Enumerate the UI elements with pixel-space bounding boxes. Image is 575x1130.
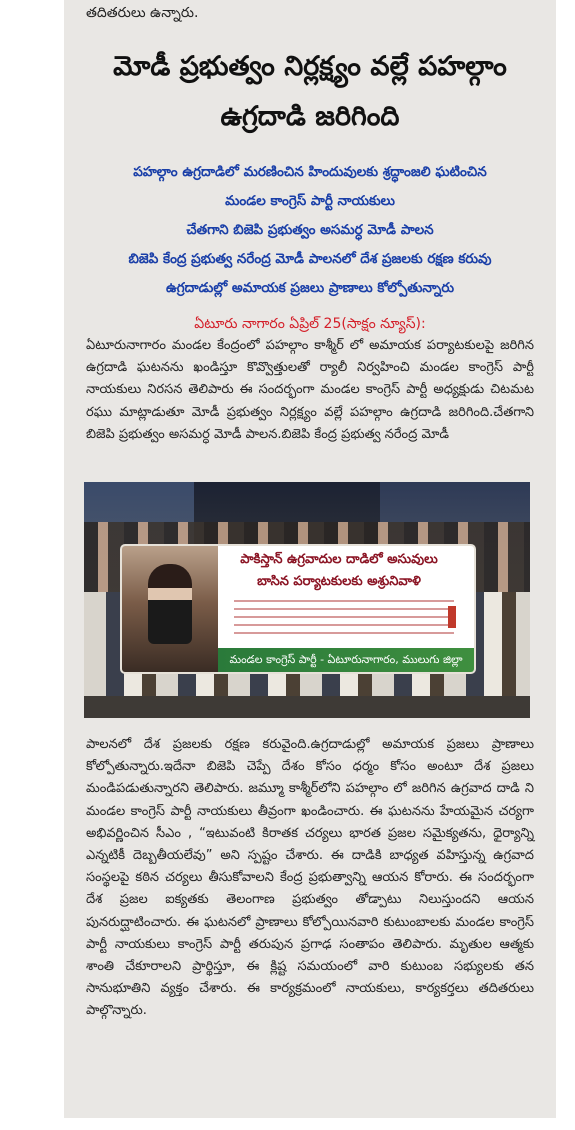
headline: [86, 42, 534, 142]
subheading: పహల్గాం ఉగ్రదాడిలో మరణించిన హిందువులకు శ్రద్ధాంజలి ఘటించిన: [133, 164, 487, 180]
previous-article-tail: తదితరులు ఉన్నారు.: [86, 5, 199, 21]
photo-road: [84, 696, 530, 718]
newspaper-clipping: [64, 0, 556, 1118]
banner-text-line-1: పాకిస్తాన్ ఉగ్రవాదుల దాడిలో అసువులు: [240, 552, 438, 568]
dateline: ఏటూరు నాగారం ఏప్రిల్ 25(సాక్షం న్యూస్):: [194, 316, 426, 332]
protest-banner: [122, 546, 474, 672]
subheading: చేతగాని బిజెపి ప్రభుత్వం అసమర్ధ మోడీ పాలన: [186, 222, 434, 238]
candle-icon: [448, 606, 456, 628]
banner-person-figure: [148, 564, 192, 644]
subheadings: [86, 158, 534, 303]
news-photo: [84, 482, 530, 718]
banner-small-print: [234, 600, 454, 640]
subheading: మండల కాంగ్రెస్ పార్టీ నాయకులు: [225, 193, 395, 209]
subheading: ఉగ్రదాడుల్లో అమాయక ప్రజలు ప్రాణాలు కోల్పోతున్నారు: [165, 280, 455, 296]
headline-line-2: ఉగ్రదాడి జరిగింది: [220, 101, 400, 132]
banner-footer: మండల కాంగ్రెస్ పార్టీ - ఏటూరునాగారం, ములుగు జిల్లా: [218, 648, 474, 672]
subheading: బిజెపి కేంద్ర ప్రభుత్వ నరేంద్ర మోడీ పాలనలో దేశ ప్రజలకు రక్షణ కరువు: [128, 251, 492, 267]
article-body-part-2: పాలనలో దేశ ప్రజలకు రక్షణ కరువైంది.ఉగ్రదాడుల్లో అమాయక ప్రజలు ప్రాణాలు కోల్పోతున్నారు.ఇదేనా బిజెపి చెప్పే దేశం కోసం ధర్మం కోసం అంటూ దేశ ప్రజలు మండిపడుతున్నారని తెలిపారు. జమ్మూ కాశ్మీర్‌లోని పహల్గాం లో జరిగిన ఉగ్రవాద దాడి ని మండల కాంగ్రెస్ పార్టీ నాయకులు తీవ్రంగా ఖండించారు. ఈ ఘటనను హేయమైన చర్యగా అభివర్ణించిన సీఎం , “ఇటువంటి కిరాతక చర్యలు భారత ప్రజల సమైక్యతను, ధైర్యాన్ని ఎన్నటికీ దెబ్బతీయలేవు” అని స్పష్టం చేశారు. ఈ దాడికి బాధ్యత వహిస్తున్న ఉగ్రవాద సంస్థలపై కఠిన చర్యలు తీసుకోవాలని కేంద్ర ప్రభుత్వాన్ని ఆయన కోరారు. ఈ సందర్భంగా దేశ ప్రజల ఐక్యతకు తెలంగాణ ప్రభుత్వం తోడ్పాటు నిలుస్తుందని ఆయన పునరుద్ఘాటించారు. ఈ ఘటనలో ప్రాణాలు కోల్పోయినవారి కుటుంబాలకు మండల కాంగ్రెస్ పార్టీ నాయకులు కాంగ్రెస్ పార్టీ తరుపున ప్రగాఢ సంతాపం తెలిపారు. మృతుల ఆత్మకు శాంతి చేకూరాలని ప్రార్థిస్తూ, ఈ క్లిష్ట సమయంలో వారి కుటుంబ సభ్యులకు తన సానుభూతిని వ్యక్తం చేశారు. ఈ కార్యక్రమంలో నాయకులు, కార్యకర్తలు తదితరులు పాల్గొన్నారు.: [86, 737, 534, 1019]
article-body-part-1: ఏటూరునాగారం మండల కేంద్రంలో పహల్గాం కాశ్మీర్ లో అమాయక పర్యాటకులపై జరిగిన ఉగ్రదాడి ఘటనను ఖండిస్తూ కొవ్వొత్తులతో ర్యాలీ నిర్వహించి మండల కాంగ్రెస్ పార్టీ నాయకులు నిరసన తెలిపారు ఈ సందర్భంగా మండల కాంగ్రెస్ పార్టీ అధ్యక్షుడు చిటమట రఘు మాట్లాడుతూ మోడీ ప్రభుత్వం నిర్లక్ష్యం వల్లే పహల్గాం ఉగ్రదాడి జరిగింది.చేతగాని బిజెపి ప్రభుత్వం అసమర్ధ మోడీ పాలన.బిజెపి కేంద్ర ప్రభుత్వ నరేంద్ర మోడీ: [86, 338, 534, 442]
banner-text-line-2: బాసిన పర్యాటకులకు అశ్రునివాళి: [257, 574, 421, 590]
headline-line-1: మోడీ ప్రభుత్వం నిర్లక్ష్యం వల్లే పహల్గాం: [113, 51, 507, 82]
